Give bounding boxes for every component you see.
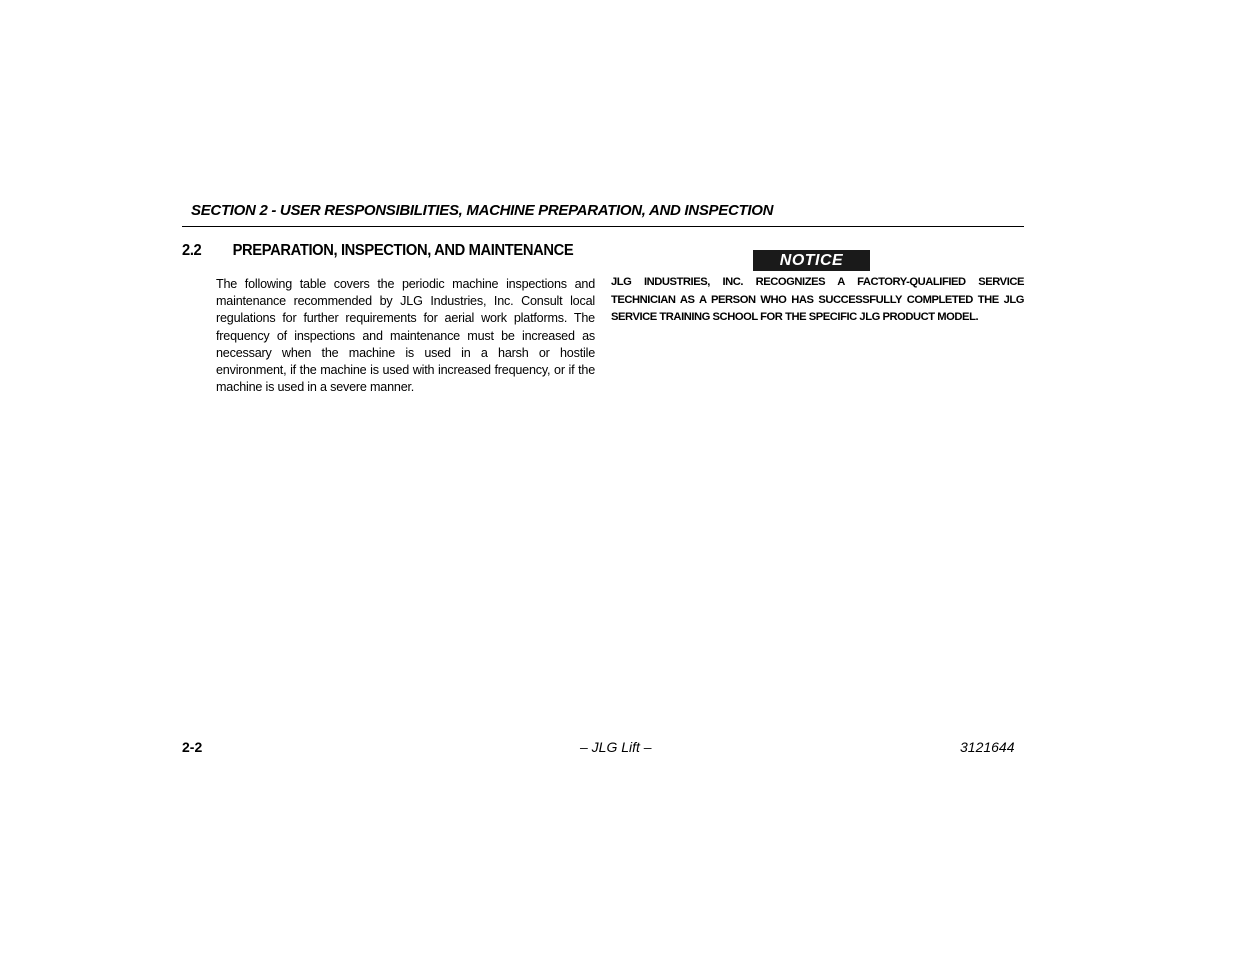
header-divider <box>182 226 1024 227</box>
subsection-heading <box>182 242 573 260</box>
footer-center-text: – JLG Lift – <box>580 739 652 755</box>
subsection-title: PREPARATION, INSPECTION, AND MAINTENANCE <box>232 242 574 259</box>
subsection-number: 2.2 <box>182 242 202 259</box>
footer-doc-number: 3121644 <box>960 739 1015 755</box>
footer-page-number: 2-2 <box>182 739 203 755</box>
body-paragraph: The following table covers the periodic machine inspections and maintenance recommended by JLG Industries, Inc. Consult local regulations for further requirements for aerial work platforms. The frequency of inspections and maintenance must be increased as necessary when the machine is used in a harsh or hostile environment, if the machine is used with increased frequency, or if the machine is used in a severe manner. <box>216 277 595 395</box>
notice-badge: NOTICE <box>753 250 870 271</box>
notice-text: JLG INDUSTRIES, INC. RECOGNIZES A FACTORY-QUALIFIED SERVICE TECHNICIAN AS A PERSON WHO HAS SUCCESSFULLY COMPLETED THE JLG SERVICE TRAINING SCHOOL FOR THE SPECIFIC JLG PRODUCT MODEL. <box>611 276 1024 323</box>
section-header: SECTION 2 - USER RESPONSIBILITIES, MACHINE PREPARATION, AND INSPECTION <box>191 202 774 219</box>
